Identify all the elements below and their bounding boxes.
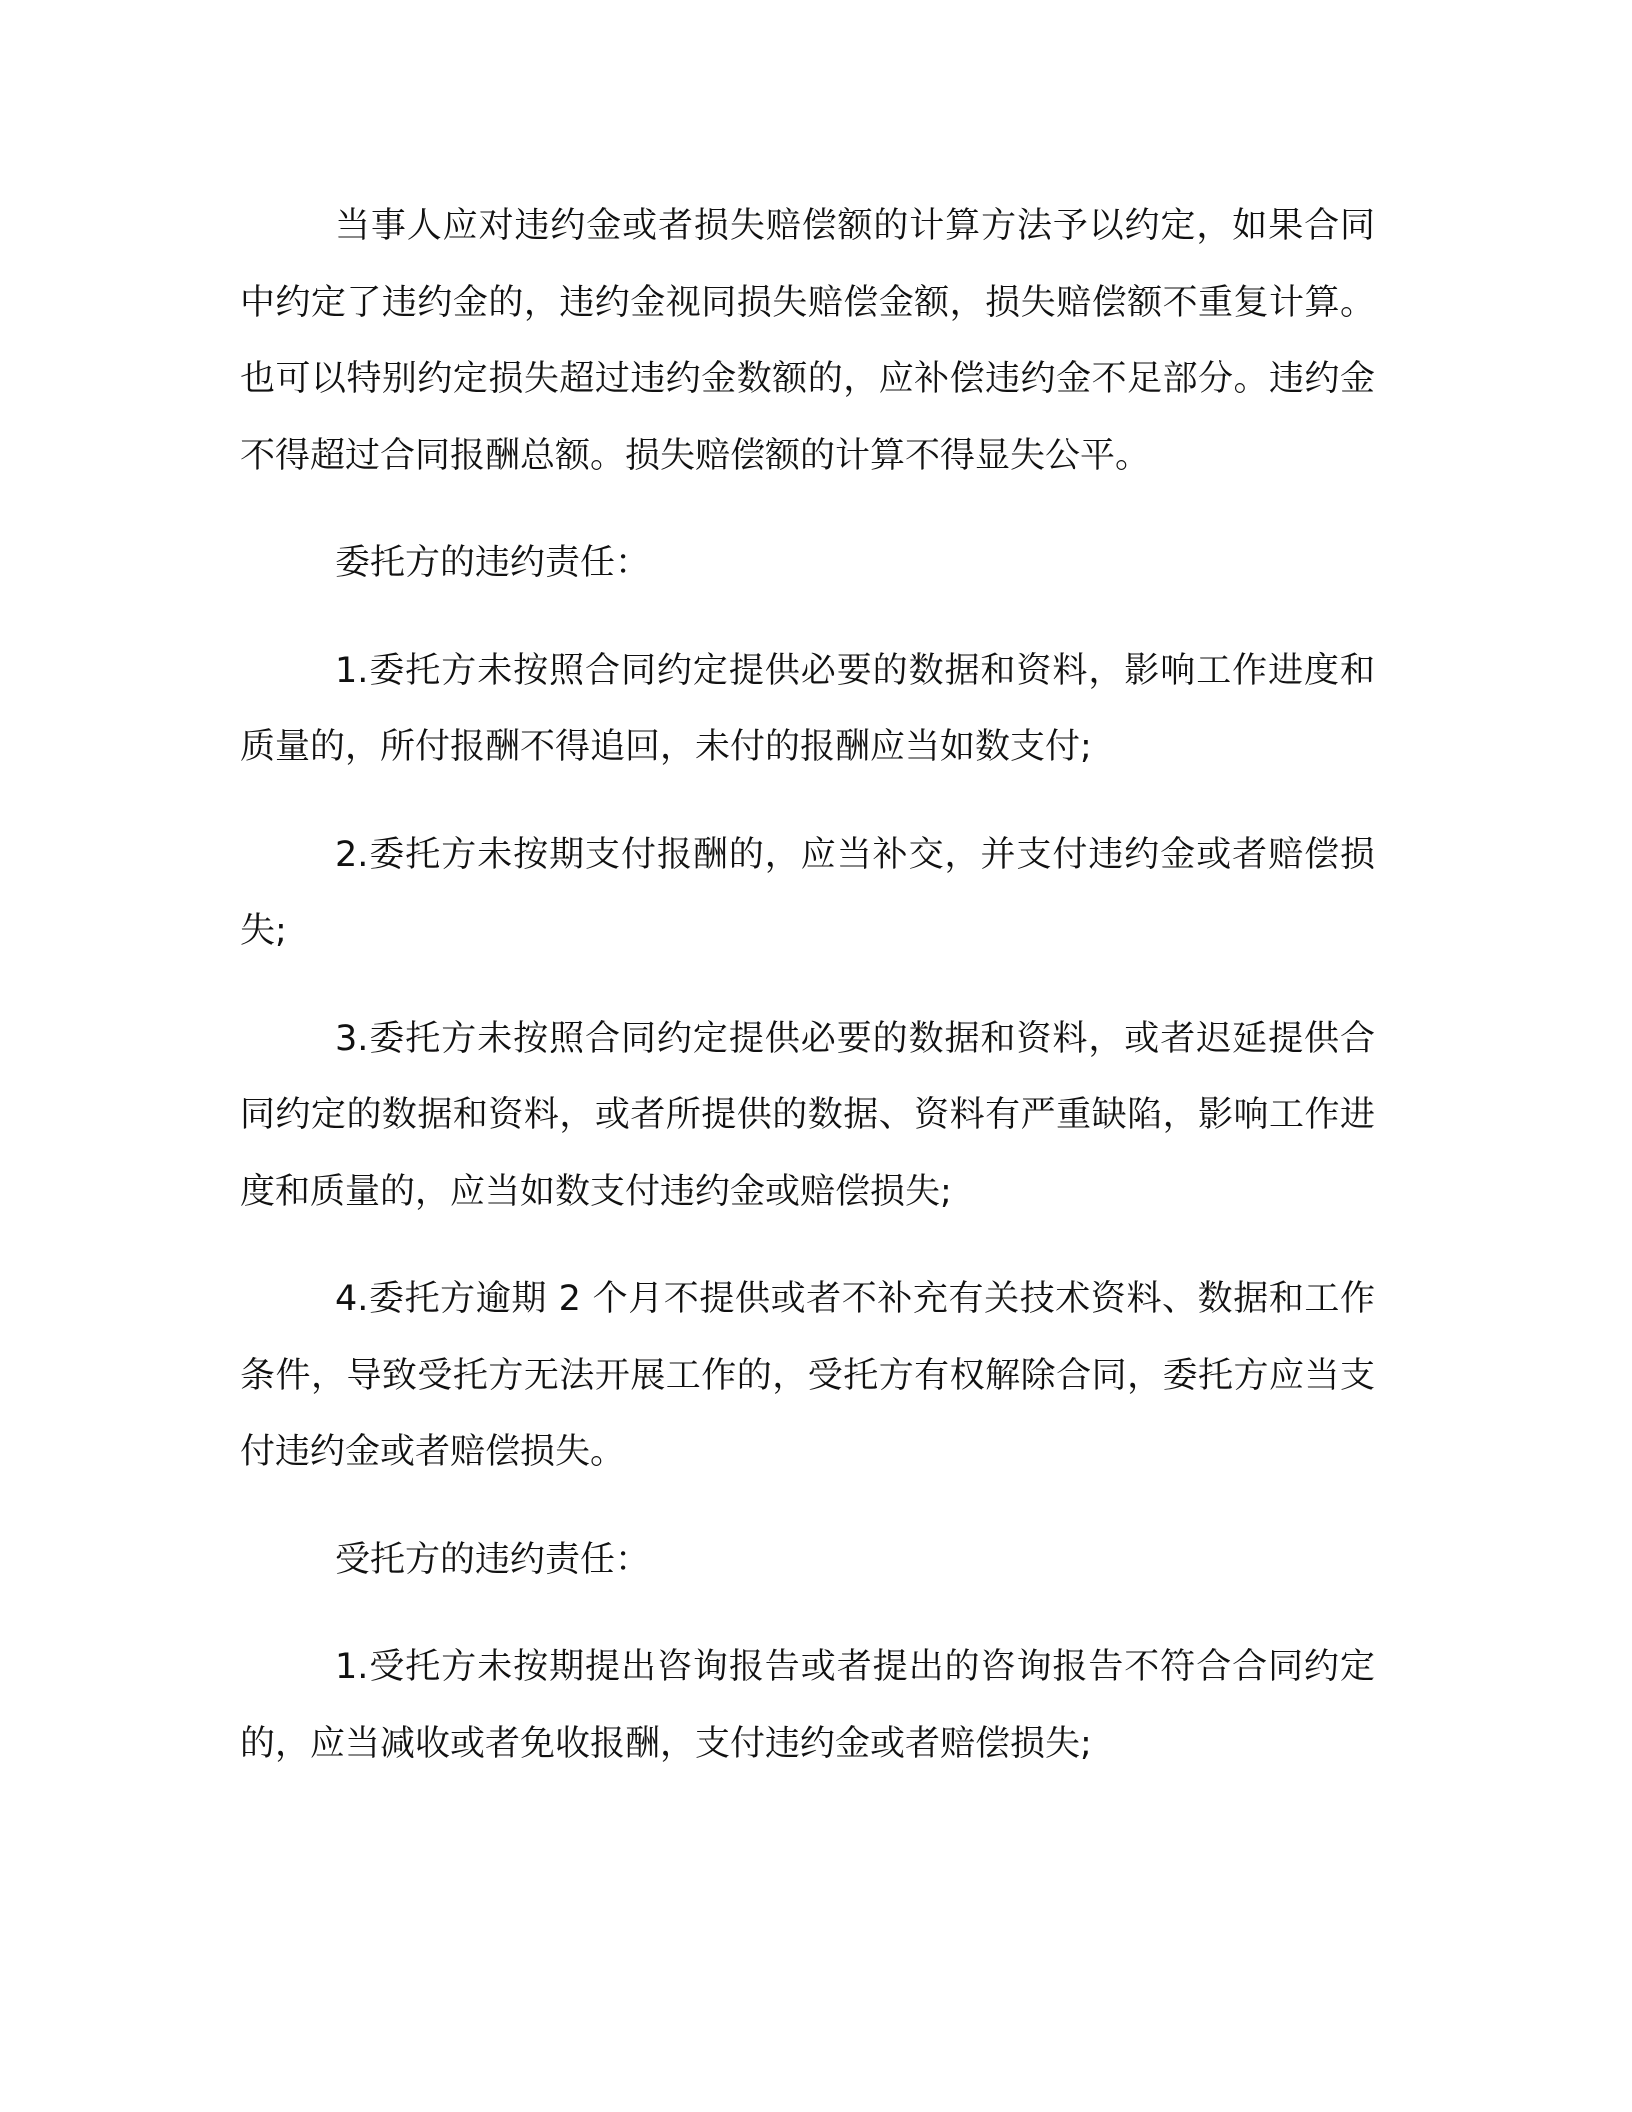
client-clause-2: 2.委托方未按期支付报酬的，应当补交，并支付违约金或者赔偿损失; (240, 834, 1375, 951)
contractor-clause-1: 1.受托方未按期提出咨询报告或者提出的咨询报告不符合合同约定的，应当减收或者免收报酬，支付违约金或者赔偿损失; (240, 1647, 1375, 1764)
client-clause-1: 1.委托方未按照合同约定提供必要的数据和资料，影响工作进度和质量的，所付报酬不得追回，未付的报酬应当如数支付; (240, 650, 1375, 767)
heading-client-liability: 委托方的违约责任： (335, 543, 651, 583)
document-body (240, 188, 1375, 1782)
client-clause-3: 3.委托方未按照合同约定提供必要的数据和资料，或者迟延提供合同约定的数据和资料，或者所提供的数据、资料有严重缺陷，影响工作进度和质量的，应当如数支付违约金或赔偿损失; (240, 1018, 1375, 1212)
heading-contractor-liability: 受托方的违约责任： (335, 1539, 651, 1580)
paragraph-liquidated-damages: 当事人应对违约金或者损失赔偿额的计算方法予以约定，如果合同中约定了违约金的，违约金视同损失赔偿金额，损失赔偿额不重复计算。也可以特别约定损失超过违约金数额的，应补偿违约金不足部分。违约金不得超过合同报酬总额。损失赔偿额的计算不得显失公平。 (240, 206, 1375, 476)
client-clause-4: 4.委托方逾期 2 个月不提供或者不补充有关技术资料、数据和工作条件，导致受托方无法开展工作的，受托方有权解除合同，委托方应当支付违约金或者赔偿损失。 (240, 1279, 1375, 1472)
